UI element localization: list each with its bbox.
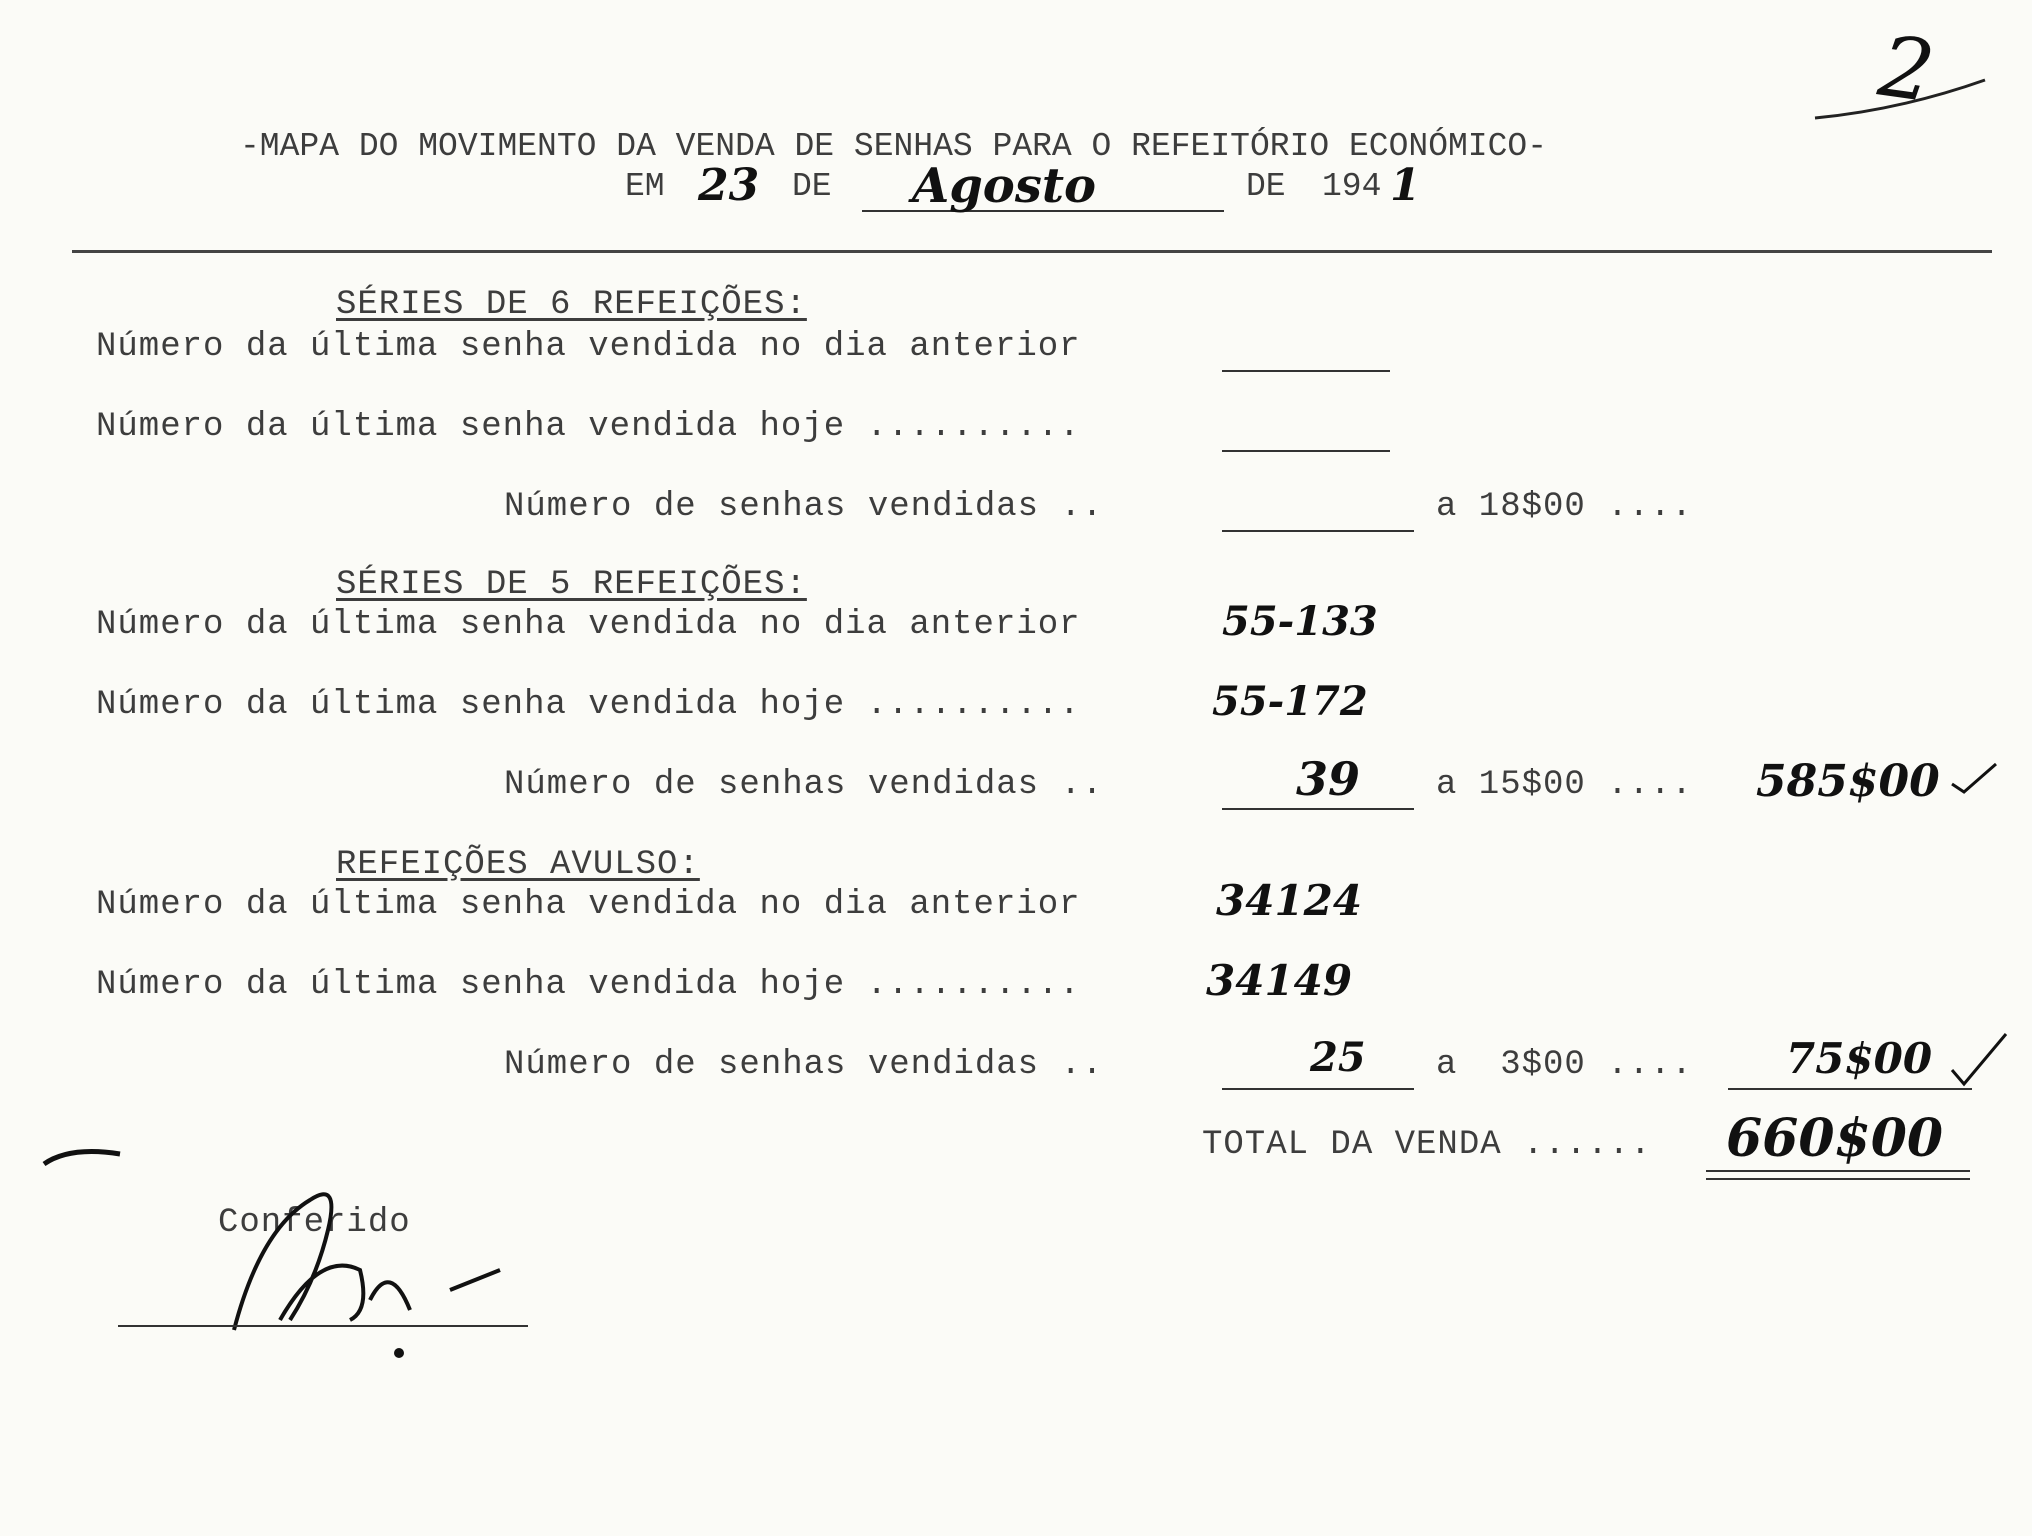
date-prefix: EM (625, 168, 665, 205)
av-amount: 75$00 (1786, 1034, 1933, 1083)
s5-price: a 15$00 .... (1436, 766, 1693, 804)
section-heading-5: SÉRIES DE 5 REFEIÇÕES: (336, 566, 807, 604)
s6-prev-label: Número da última senha vendida no dia anterior (96, 328, 1081, 366)
total-value: 660$00 (1726, 1108, 1944, 1169)
s5-prev-value: 55-133 (1222, 598, 1378, 645)
date-month: Agosto (912, 158, 1097, 214)
document-title: -MAPA DO MOVIMENTO DA VENDA DE SENHAS PARA O REFEITÓRIO ECONÓMICO- (240, 128, 1548, 165)
header-rule (72, 250, 1992, 253)
signature-mark (220, 1170, 540, 1340)
s5-count-label: Número de senhas vendidas .. (504, 766, 1104, 804)
date-de-2: DE (1246, 168, 1286, 205)
s6-today-blank (1222, 450, 1390, 452)
av-check-icon (1950, 1030, 2010, 1090)
total-label: TOTAL DA VENDA ...... (1202, 1126, 1652, 1164)
av-price: a 3$00 .... (1436, 1046, 1693, 1084)
conferido-label: Conferido (218, 1204, 411, 1242)
corner-stroke (1810, 70, 1990, 130)
av-count-value: 25 (1310, 1034, 1366, 1081)
ink-dot (392, 1346, 406, 1360)
s6-today-label: Número da última senha vendida hoje .......... (96, 408, 1081, 446)
section-heading-6: SÉRIES DE 6 REFEIÇÕES: (336, 286, 807, 324)
total-underline-1 (1706, 1170, 1970, 1172)
s5-amount: 585$00 (1756, 756, 1940, 807)
av-count-label: Número de senhas vendidas .. (504, 1046, 1104, 1084)
date-de-1: DE (792, 168, 832, 205)
signature-line (118, 1325, 528, 1327)
section-heading-avulso: REFEIÇÕES AVULSO: (336, 846, 700, 884)
s5-check-icon (1950, 760, 2000, 800)
s5-today-value: 55-172 (1212, 678, 1368, 725)
av-prev-value: 34124 (1216, 876, 1363, 925)
left-margin-mark (40, 1140, 130, 1180)
s6-count-label: Número de senhas vendidas .. (504, 488, 1104, 526)
s5-count-blank (1222, 808, 1414, 810)
av-amount-blank (1728, 1088, 1972, 1090)
s6-count-blank (1222, 530, 1414, 532)
s5-today-label: Número da última senha vendida hoje .......... (96, 686, 1081, 724)
s5-prev-label: Número da última senha vendida no dia anterior (96, 606, 1081, 644)
av-today-label: Número da última senha vendida hoje .......... (96, 966, 1081, 1004)
total-underline-2 (1706, 1178, 1970, 1180)
av-today-value: 34149 (1206, 956, 1353, 1005)
corner-mark: 2 (1873, 16, 1941, 122)
year-digit: 1 (1390, 160, 1421, 211)
date-day: 23 (698, 160, 760, 211)
s6-prev-blank (1222, 370, 1390, 372)
s6-price: a 18$00 .... (1436, 488, 1693, 526)
year-prefix: 194 (1322, 168, 1382, 205)
av-prev-label: Número da última senha vendida no dia anterior (96, 886, 1081, 924)
s5-count-value: 39 (1296, 752, 1361, 806)
av-count-blank (1222, 1088, 1414, 1090)
